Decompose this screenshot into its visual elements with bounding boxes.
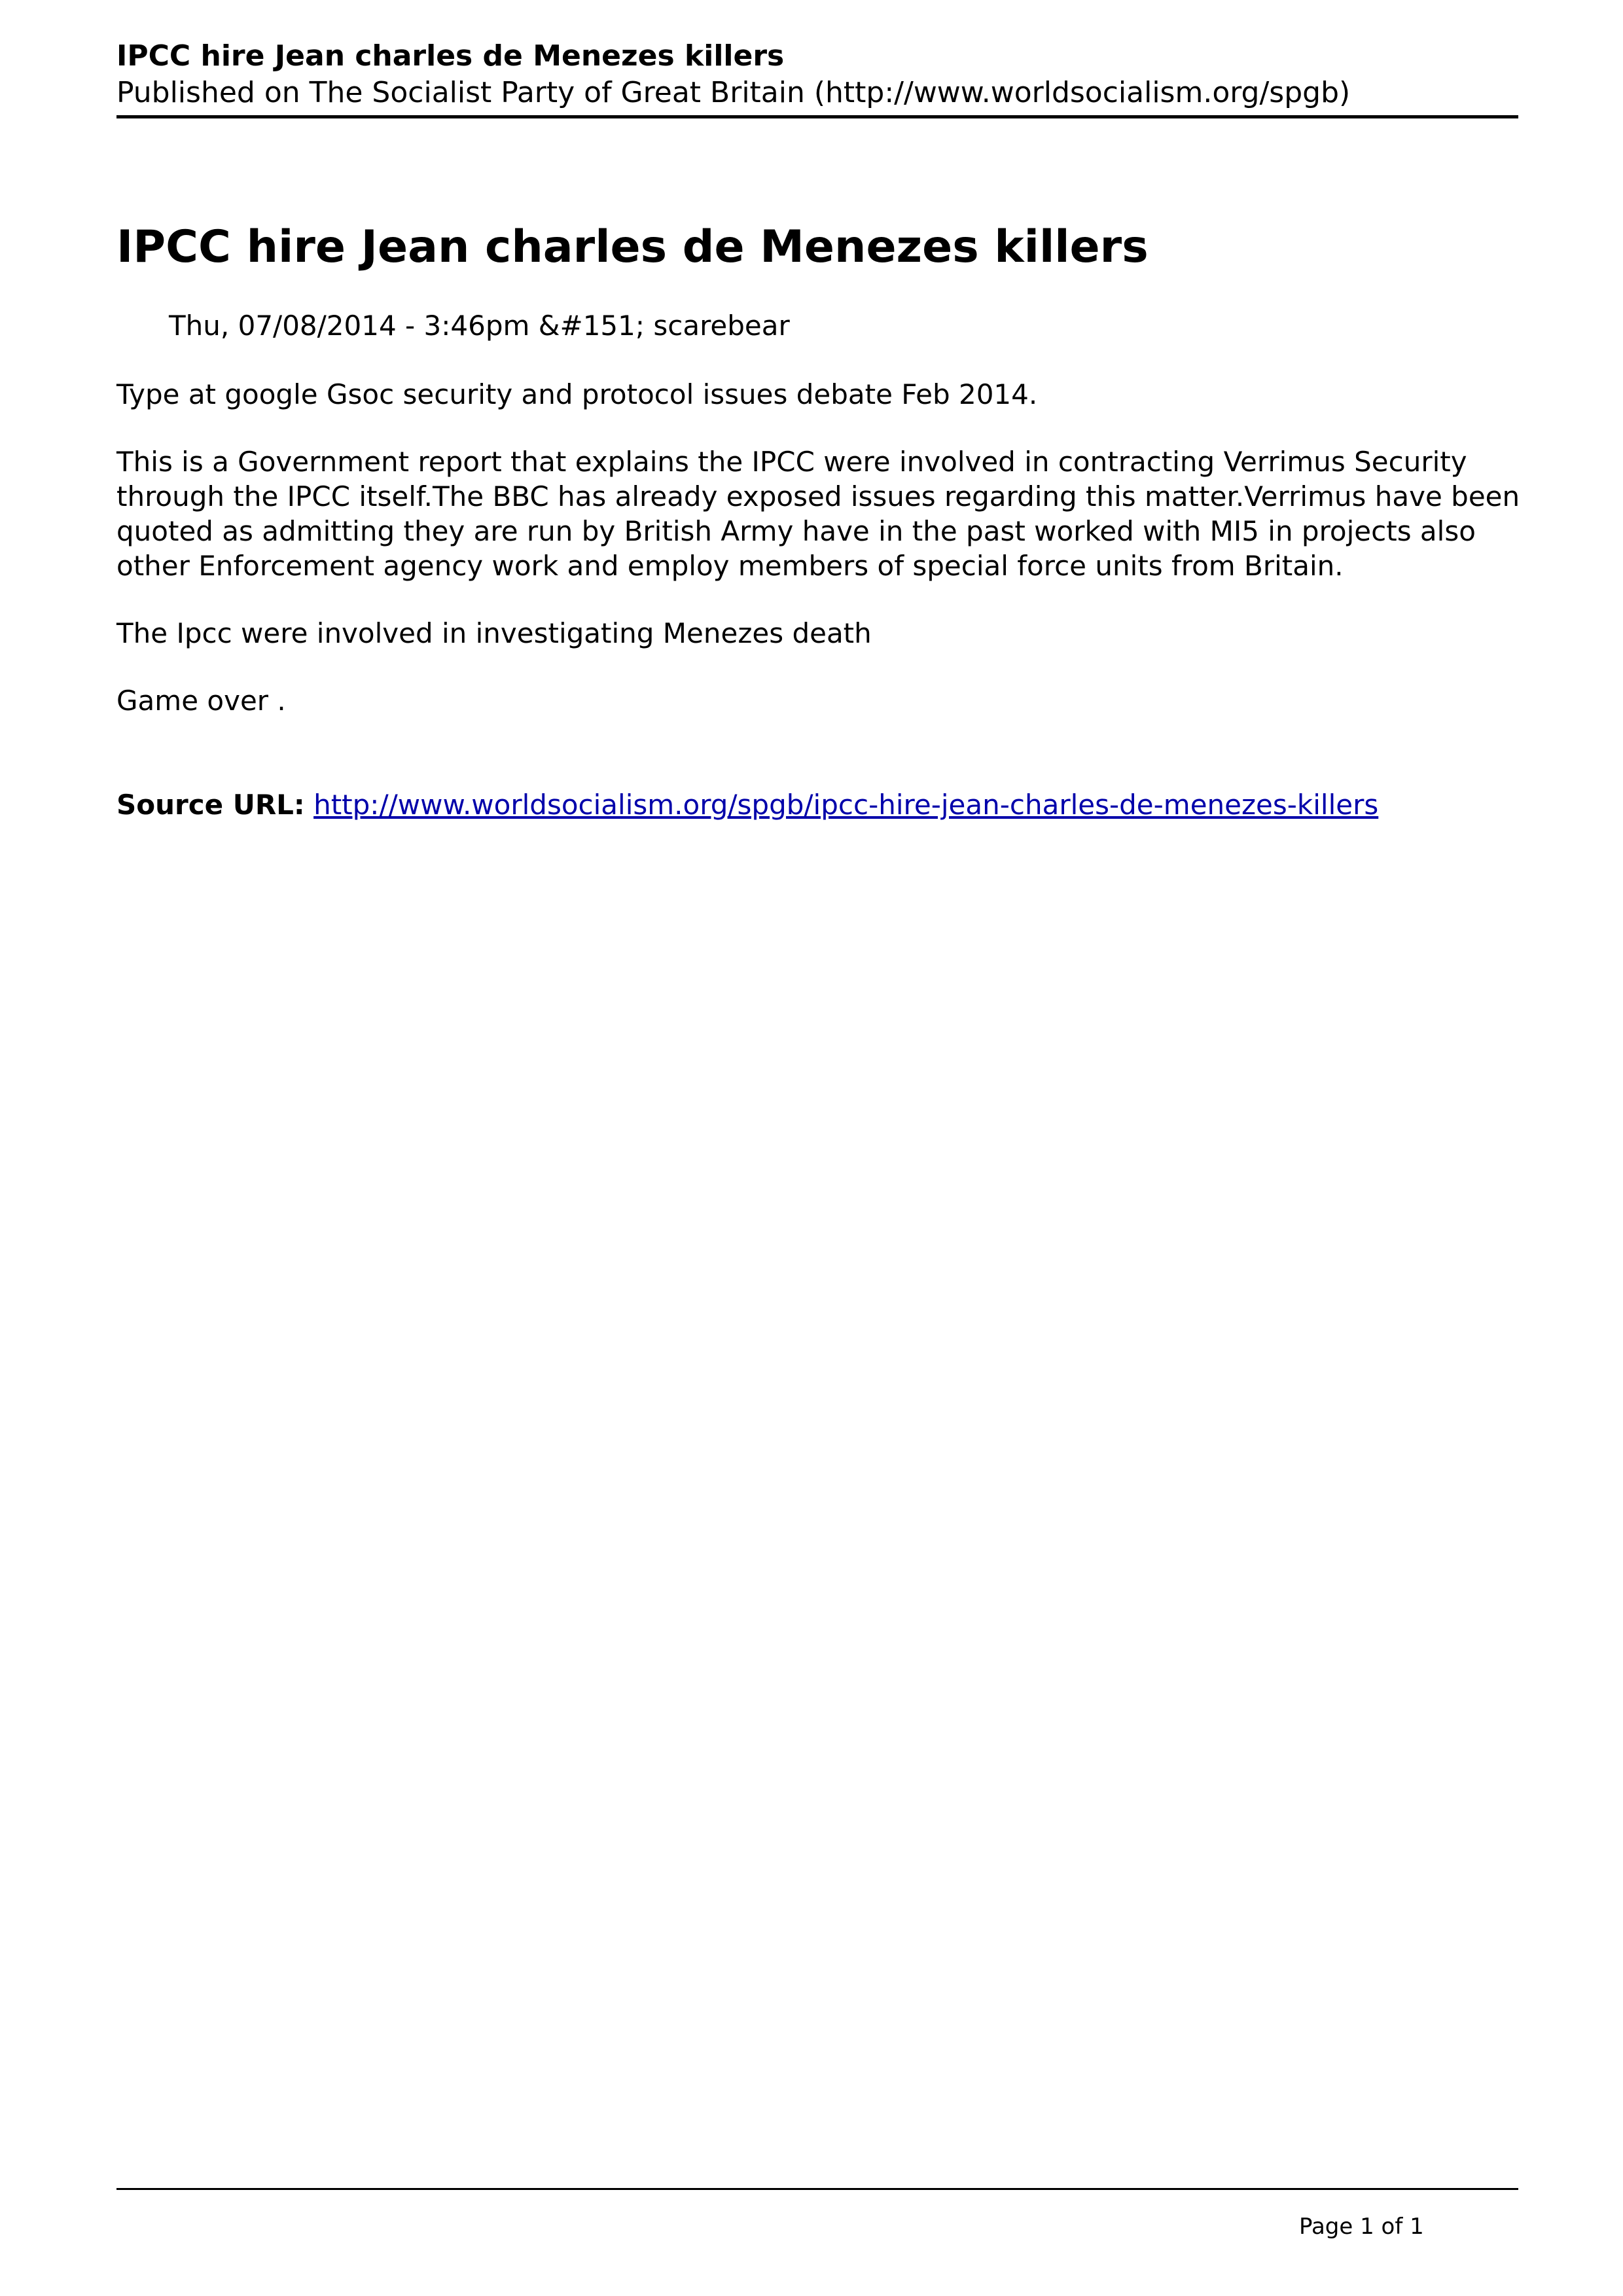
article-title: IPCC hire Jean charles de Menezes killers xyxy=(116,221,1149,273)
source-url-line xyxy=(116,787,1378,823)
article-paragraph: This is a Government report that explains the IPCC were involved in contracting Verrimus Security through the IPCC itself.The BBC has already exposed issues regarding this matter.Verrimus have been quoted as admitting they are run by British Army have in the past worked with MI5 in projects also other Enforcement agency work and employ members of special force units from Britain. xyxy=(116,446,1520,582)
source-url-label: Source URL: xyxy=(116,789,305,821)
article-body xyxy=(116,377,1524,751)
footer-divider xyxy=(116,2188,1518,2190)
header-title: IPCC hire Jean charles de Menezes killers xyxy=(116,39,785,73)
page-number: Page 1 of 1 xyxy=(1299,2214,1424,2240)
header-divider xyxy=(116,115,1518,118)
source-url-link[interactable]: http://www.worldsocialism.org/spgb/ipcc-hire-jean-charles-de-menezes-killers xyxy=(313,789,1379,821)
article-paragraph: Game over . xyxy=(116,685,286,717)
page-header xyxy=(116,38,1518,111)
article-paragraph: Type at google Gsoc security and protocol issues debate Feb 2014. xyxy=(116,378,1038,410)
article-meta: Thu, 07/08/2014 - 3:46pm &#151; scarebear xyxy=(169,310,790,342)
header-published-line: Published on The Socialist Party of Great Britain (http://www.worldsocialism.org/spgb) xyxy=(116,76,1351,109)
article-paragraph: The Ipcc were involved in investigating Menezes death xyxy=(116,617,872,649)
